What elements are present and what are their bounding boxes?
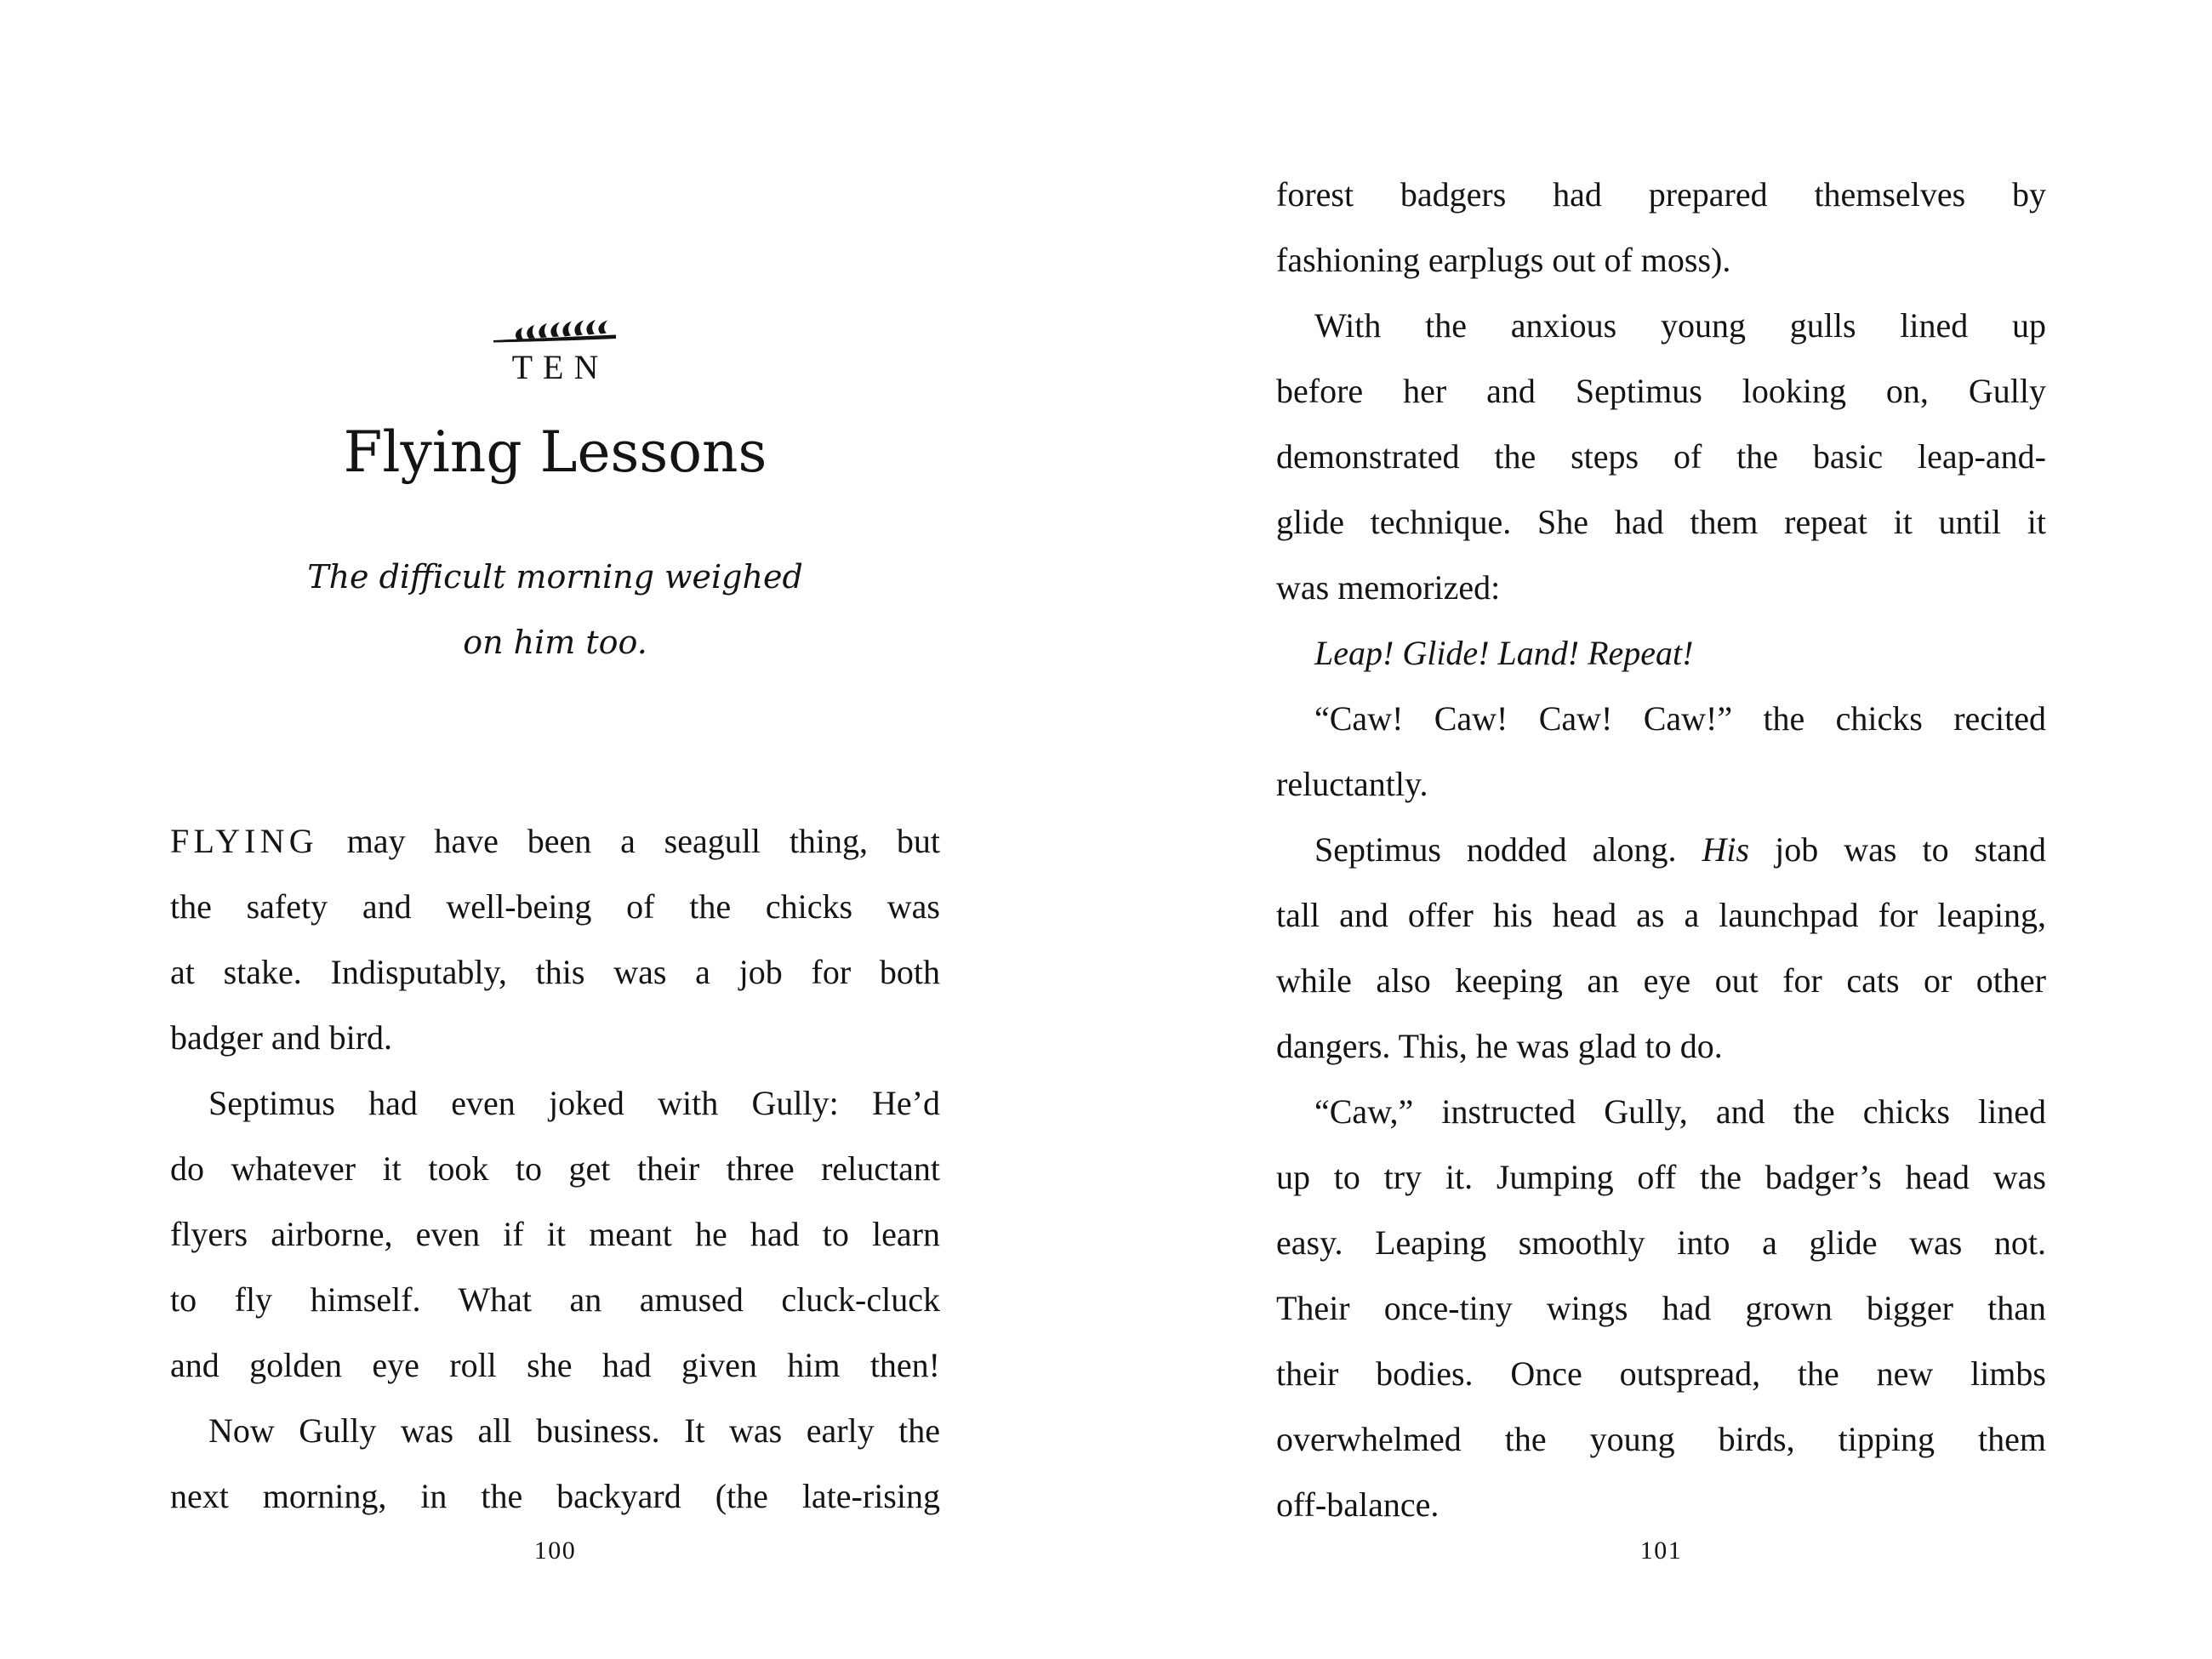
body-line	[170, 1070, 940, 1136]
body-line	[1276, 162, 2046, 227]
right-page-text	[1276, 162, 2046, 1537]
body-line	[1276, 1341, 2046, 1406]
text-run: next morning, in the backyard (the late-rising	[170, 1477, 940, 1515]
body-line	[1276, 751, 2046, 817]
body-line	[170, 1332, 940, 1398]
body-line	[1276, 358, 2046, 424]
left-page	[170, 0, 940, 1659]
epigraph-line: on him too.	[463, 624, 647, 661]
body-line	[1276, 1275, 2046, 1341]
left-page-number: 100	[533, 1536, 577, 1565]
left-page-text	[170, 808, 940, 1529]
text-run: dangers. This, he was glad to do.	[1276, 1027, 1723, 1065]
right-page-number: 101	[1639, 1536, 1683, 1565]
body-line	[1276, 1013, 2046, 1079]
body-line	[1276, 620, 2046, 686]
text-run: job was to stand	[1749, 830, 2047, 869]
text-run: badger and bird.	[170, 1018, 393, 1057]
text-run: may have been a seagull thing, but	[317, 822, 940, 860]
text-run: before her and Septimus looking on, Gully	[1276, 372, 2046, 410]
body-line	[1276, 424, 2046, 489]
text-run: reluctantly.	[1276, 765, 1428, 803]
text-run: Septimus had even joked with Gully: He’d	[208, 1084, 940, 1122]
chapter-number: TEN	[511, 348, 609, 386]
body-line	[170, 1463, 940, 1529]
text-run: up to try it. Jumping off the badger’s head was	[1276, 1158, 2046, 1196]
text-run: forest badgers had prepared themselves by	[1276, 175, 2046, 214]
text-run: “Caw! Caw! Caw! Caw!” the chicks recited	[1314, 699, 2046, 738]
text-run: demonstrated the steps of the basic leap-and-	[1276, 437, 2046, 476]
text-run: was memorized:	[1276, 568, 1501, 607]
body-line	[170, 874, 940, 939]
text-run: “Caw,” instructed Gully, and the chicks lined	[1314, 1092, 2046, 1131]
text-run: their bodies. Once outspread, the new limbs	[1276, 1354, 2046, 1393]
body-line	[1276, 489, 2046, 555]
text-run: tall and offer his head as a launchpad for leaping,	[1276, 896, 2046, 934]
text-run: Now Gully was all business. It was early the	[208, 1411, 940, 1450]
italic-text: His	[1702, 830, 1750, 869]
text-run: at stake. Indisputably, this was a job for both	[170, 953, 940, 991]
body-line	[170, 1398, 940, 1463]
text-run: Their once-tiny wings had grown bigger than	[1276, 1289, 2046, 1327]
text-run: and golden eye roll she had given him then!	[170, 1346, 940, 1384]
body-line	[170, 939, 940, 1005]
text-run: With the anxious young gulls lined up	[1314, 306, 2046, 345]
body-line	[170, 1267, 940, 1332]
right-page	[1276, 0, 2046, 1659]
text-run: do whatever it took to get their three reluctant	[170, 1149, 940, 1188]
text-run: fashioning earplugs out of moss).	[1276, 241, 1731, 279]
chapter-epigraph	[170, 544, 940, 676]
text-run: off-balance.	[1276, 1485, 1440, 1524]
body-line	[1276, 686, 2046, 751]
body-line	[1276, 817, 2046, 882]
body-line	[1276, 882, 2046, 948]
paragraph-lead-in: FLYING	[170, 822, 318, 860]
body-line	[1276, 1472, 2046, 1537]
epigraph-line: The difficult morning weighed	[307, 558, 803, 596]
text-run: the safety and well-being of the chicks was	[170, 887, 940, 926]
body-line	[1276, 227, 2046, 293]
text-run: easy. Leaping smoothly into a glide was not.	[1276, 1223, 2046, 1262]
body-line	[170, 1201, 940, 1267]
body-line	[1276, 293, 2046, 358]
body-line	[170, 1136, 940, 1201]
text-run: flyers airborne, even if it meant he had to learn	[170, 1215, 940, 1253]
chapter-title: Flying Lessons	[343, 419, 767, 485]
body-line	[170, 808, 940, 874]
text-run: to fly himself. What an amused cluck-cluck	[170, 1280, 940, 1319]
body-line	[1276, 1079, 2046, 1144]
body-line	[1276, 948, 2046, 1013]
text-run: while also keeping an eye out for cats or other	[1276, 961, 2046, 1000]
text-run: overwhelmed the young birds, tipping them	[1276, 1420, 2046, 1458]
text-run: glide technique. She had them repeat it until it	[1276, 503, 2046, 541]
italic-text: Leap! Glide! Land! Repeat!	[1314, 634, 1694, 672]
body-line	[1276, 1144, 2046, 1210]
body-line	[1276, 1210, 2046, 1275]
body-line	[1276, 555, 2046, 620]
text-run: Septimus nodded along.	[1314, 830, 1702, 869]
body-line	[1276, 1406, 2046, 1472]
body-line	[170, 1005, 940, 1070]
